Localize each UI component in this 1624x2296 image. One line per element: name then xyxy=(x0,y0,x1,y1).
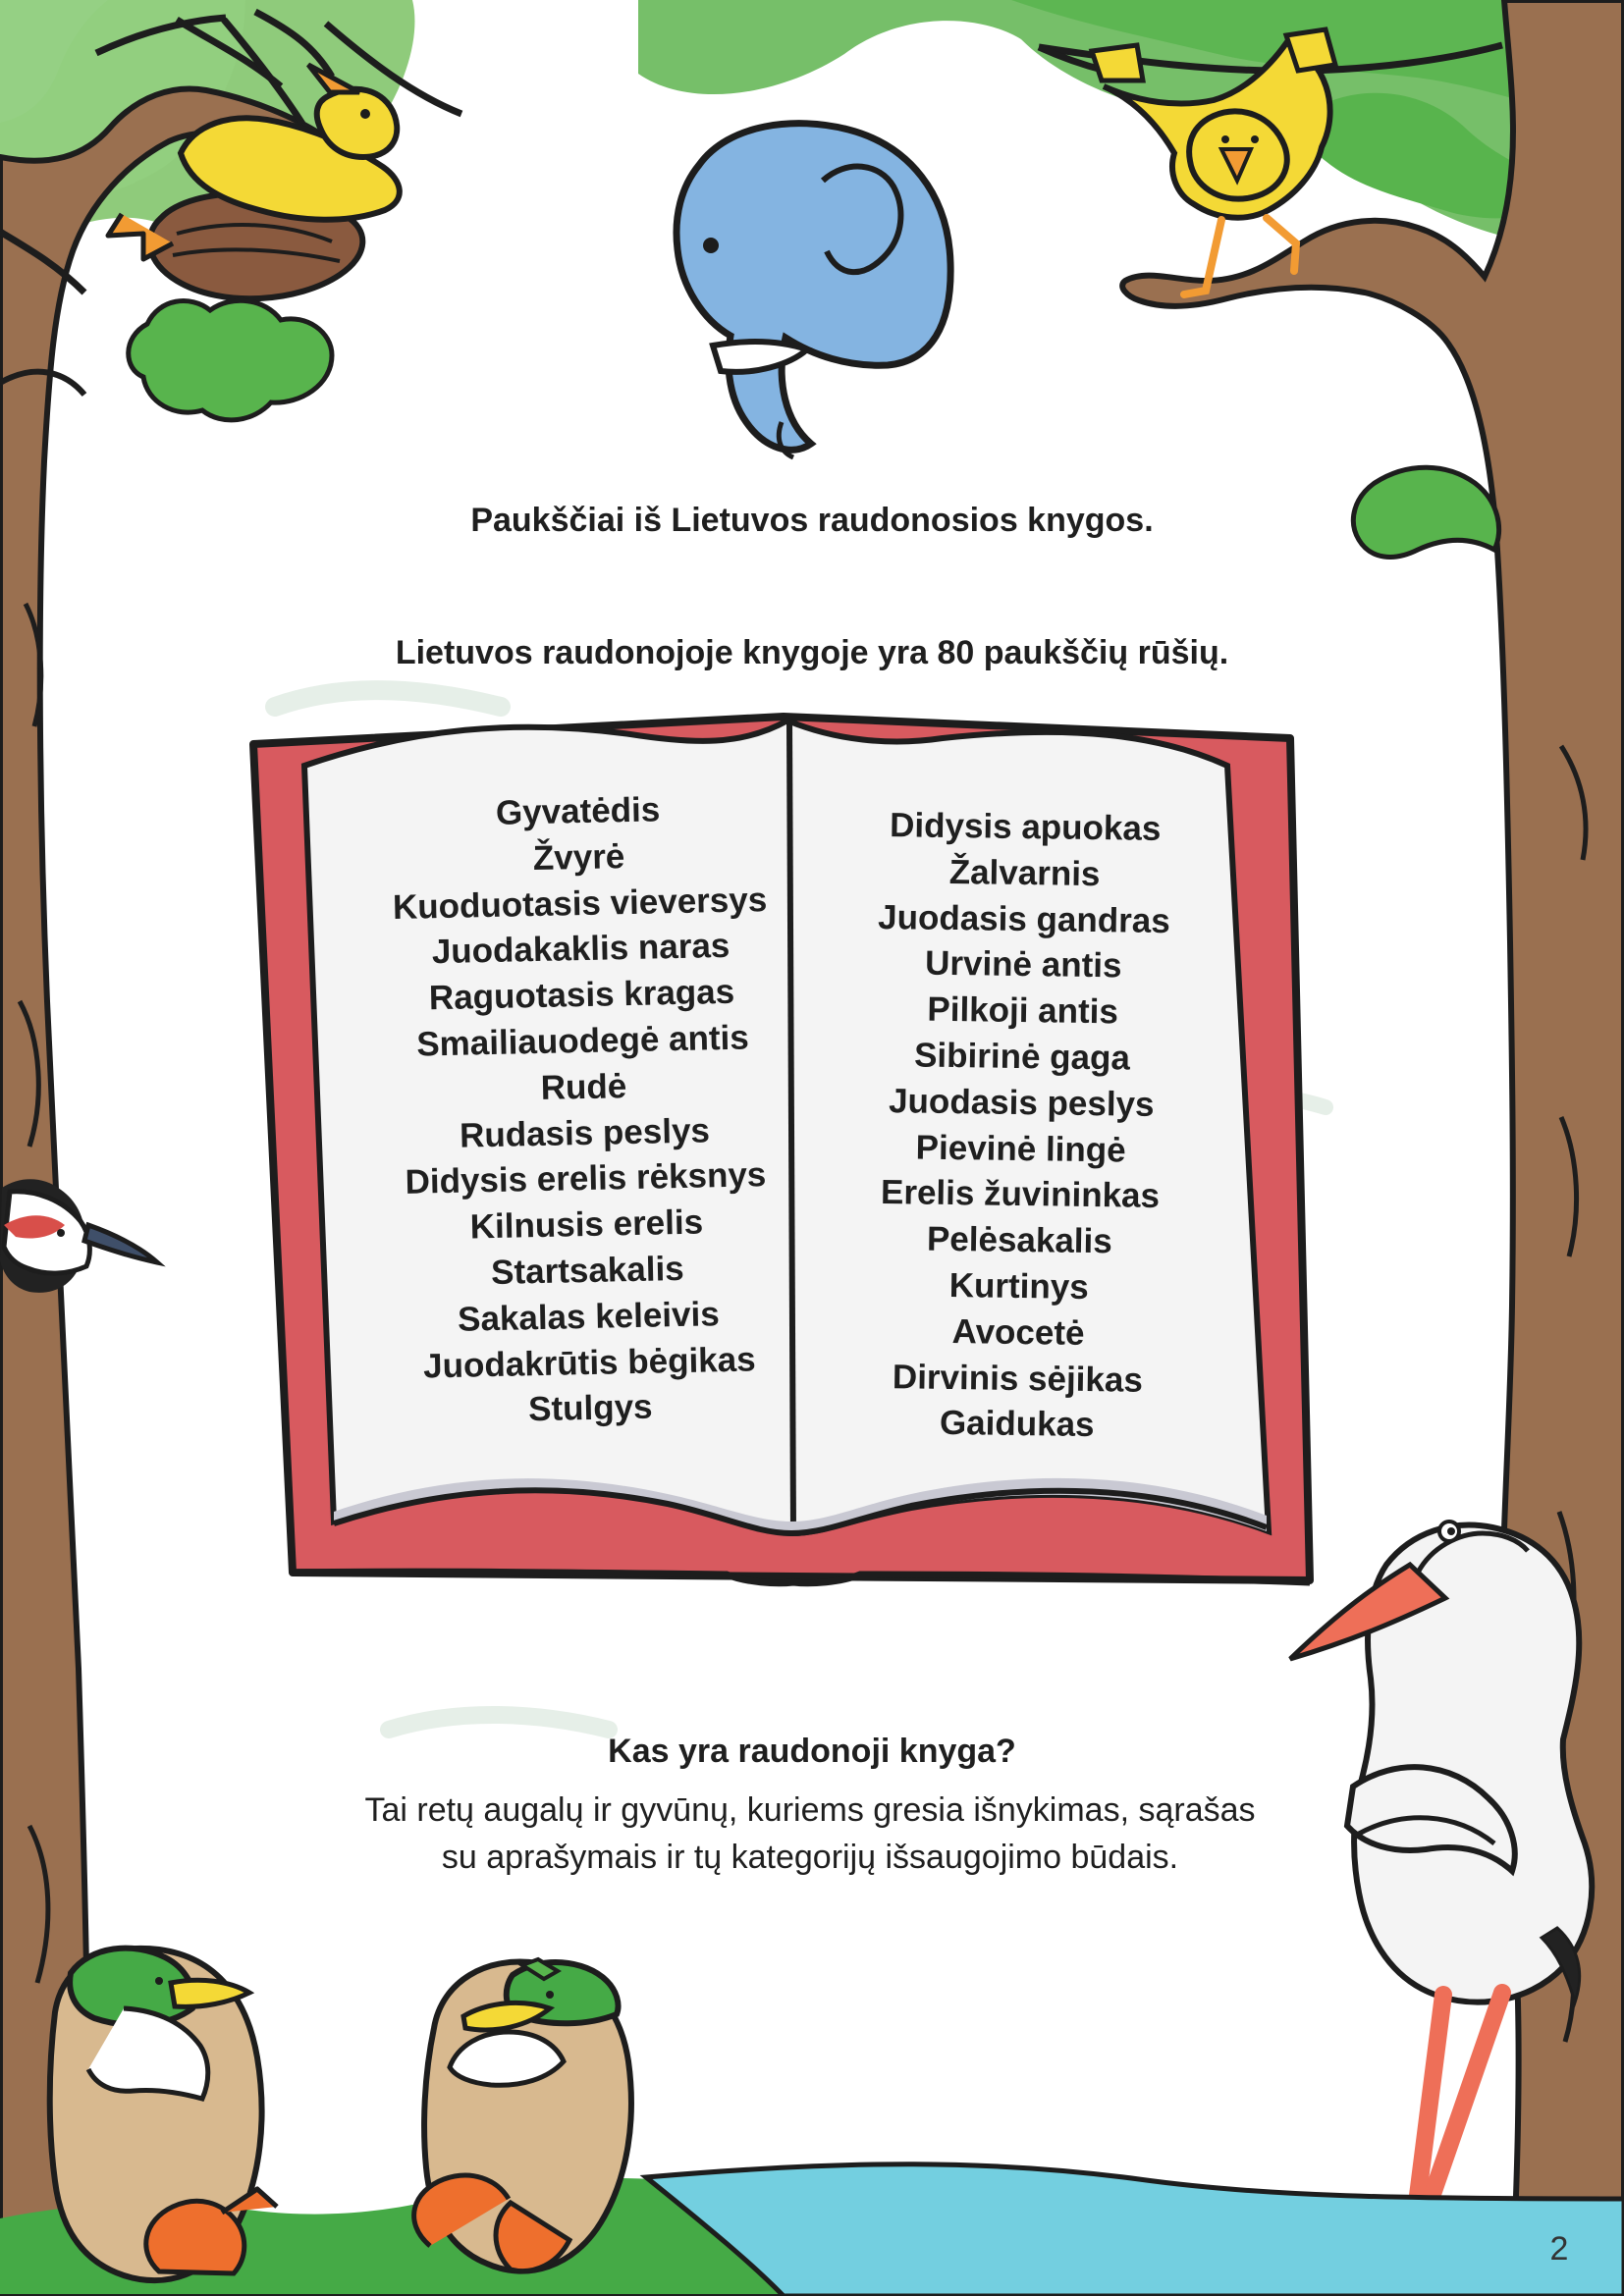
book-list-item: Pievinė lingė xyxy=(915,1128,1126,1170)
book-list-item: Juodakaklis naras xyxy=(431,927,731,972)
book-list-item: Raguotasis kragas xyxy=(428,972,735,1018)
book-list-item: Gyvatėdis xyxy=(495,790,661,832)
book-list-item: Juodasis peslys xyxy=(888,1081,1155,1124)
book-list-item: Avocetė xyxy=(951,1311,1085,1353)
book-list-item: Didysis erelis rėksnys xyxy=(405,1155,767,1202)
book-list-item: Pilkoji antis xyxy=(927,989,1119,1032)
question-heading: Kas yra raudonoji knyga? xyxy=(608,1733,1016,1770)
book-list-item: Rudasis peslys xyxy=(459,1110,711,1155)
page-number: 2 xyxy=(1549,2230,1569,2268)
book-left-page-list xyxy=(347,784,822,1437)
book-list-item: Urvinė antis xyxy=(924,944,1122,986)
book-list-item: Pelėsakalis xyxy=(926,1219,1113,1261)
page-title: Paukščiai iš Lietuvos raudonosios knygos. xyxy=(470,502,1154,539)
page-subtitle: Lietuvos raudonojoje knygoje yra 80 paukščių rūšių. xyxy=(395,634,1229,671)
answer-line: su aprašymais ir tų kategorijų išsaugojimo būdais. xyxy=(441,1839,1179,1877)
book-list-item: Sibirinė gaga xyxy=(913,1036,1131,1078)
book-list-item: Kurtinys xyxy=(948,1265,1089,1307)
answer-line: Tai retų augalų ir gyvūnų, kuriems gresia išnykimas, sąrašas xyxy=(364,1791,1256,1829)
woodpecker xyxy=(0,1179,157,1293)
book-list-item: Kilnusis erelis xyxy=(469,1202,704,1247)
book-list-item: Gaidukas xyxy=(939,1404,1095,1445)
book-list-item: Žvyrė xyxy=(532,836,625,878)
book-list-item: Smailiauodegė antis xyxy=(415,1018,750,1064)
book-list-item: Didysis apuokas xyxy=(889,806,1162,848)
book-right-page-list xyxy=(785,802,1256,1452)
book-list-item: Žalvarnis xyxy=(948,852,1101,893)
book-list-item: Sakalas keleivis xyxy=(457,1294,721,1339)
book-list-item: Stulgys xyxy=(527,1387,653,1429)
answer-text xyxy=(314,1787,1306,1882)
book-list-item: Rudė xyxy=(540,1066,627,1107)
book-list-item: Juodasis gandras xyxy=(877,897,1171,940)
book-list-item: Kuoduotasis vieversys xyxy=(392,880,768,927)
book-list-item: Startsakalis xyxy=(490,1249,685,1292)
book-list-item: Dirvinis sėjikas xyxy=(892,1357,1144,1400)
elephant-head xyxy=(677,124,950,457)
right-duck xyxy=(414,1959,631,2271)
book-list-item: Juodakrūtis bėgikas xyxy=(422,1339,756,1386)
left-duck xyxy=(50,1949,277,2281)
book-list-item: Erelis žuvininkas xyxy=(880,1173,1161,1216)
